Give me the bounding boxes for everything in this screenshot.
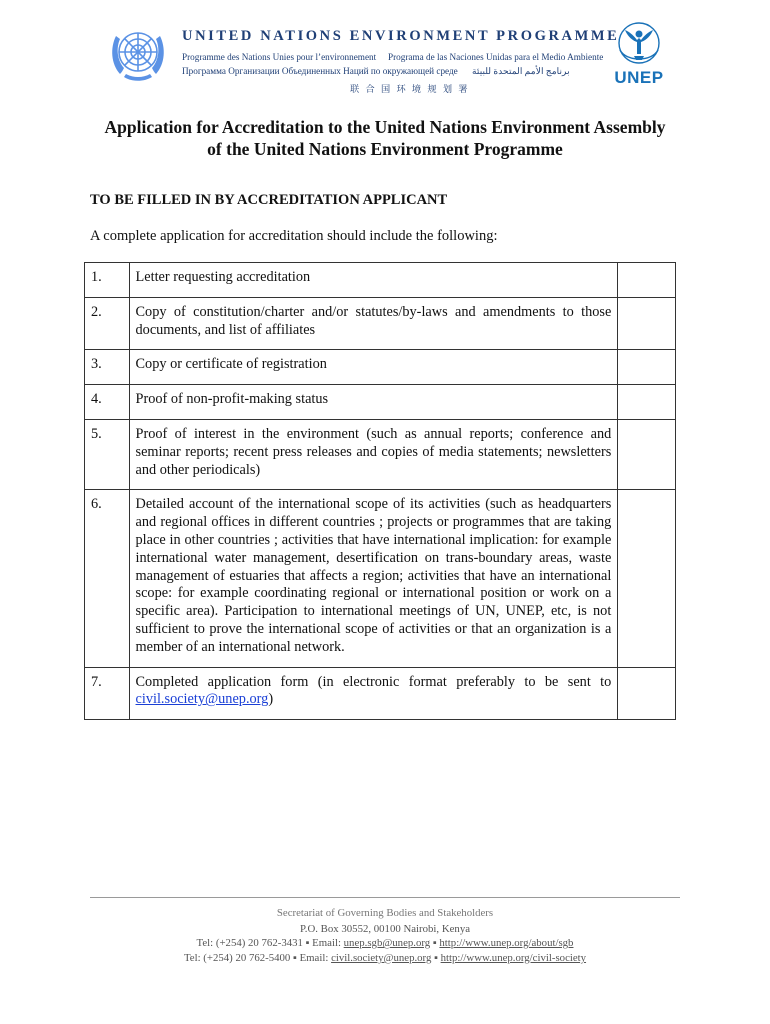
footer-civil-society-url-link[interactable]: http://www.unep.org/civil-society [440,951,587,964]
checklist-row [85,419,676,489]
item-description: Copy of constitution/charter and/or statutes/by-laws and amendments to those documents, and list of affiliates [129,297,618,350]
item-description: Proof of non-profit-making status [129,385,618,420]
letterhead [0,0,770,100]
item-description [129,667,618,720]
item-checkbox-cell[interactable] [618,419,676,489]
item-number: 7. [85,667,130,720]
item-number: 1. [85,263,130,298]
item-checkbox-cell[interactable] [618,350,676,385]
unep-logo-icon [606,20,672,94]
item-checkbox-cell[interactable] [618,667,676,720]
checklist-row [85,667,676,720]
footer-civil-society-email-link[interactable]: civil.society@unep.org [331,951,432,964]
document-title [60,116,710,160]
item-number: 5. [85,419,130,489]
section-heading: TO BE FILLED IN BY ACCREDITATION APPLICANT [90,192,448,208]
item-description: Letter requesting accreditation [129,263,618,298]
footer-office: Secretariat of Governing Bodies and Stakeholders [276,907,494,919]
item-checkbox-cell[interactable] [618,385,676,420]
intro-text: A complete application for accreditation should include the following: [90,228,498,244]
footer [90,906,680,965]
footer-tel: Tel: (+254) 20 762-5400 [183,951,291,964]
item-number: 2. [85,297,130,350]
item-number: 4. [85,385,130,420]
document-title-line-1: Application for Accreditation to the United Nations Environment Assembly [104,117,666,137]
item-description: Detailed account of the international scope of its activities (such as headquarters and regional offices in different countries ; projects or programmes that are taking place in other countries ; activities that have international implication: for example international water management, desertification on trans-boundary areas, waste management of estuaries that affects a region; activities that have an international scope: for example coordinating regional or international position or work on a specific area). Participation to international meetings of UN, UNEP, etc, is not sufficient to prove the international scope of activities or that an organization is a member of an international network. [129,490,618,667]
document-title-line-2: of the United Nations Environment Programme [207,139,563,159]
item-checkbox-cell[interactable] [618,263,676,298]
footer-email-label: Email: [312,937,341,950]
item-checkbox-cell[interactable] [618,297,676,350]
item-description-text: ) [268,691,274,708]
checklist-row [85,350,676,385]
org-name-spanish: Programa de las Naciones Unidas para el Medio Ambiente [388,52,604,62]
item-description: Proof of interest in the environment (such as annual reports; conference and seminar reports; recent press releases and copies of media statements; newsletters and other periodicals) [129,419,618,489]
checklist-row [85,297,676,350]
checklist-row [85,490,676,667]
footer-contact-line-1 [90,936,680,951]
org-name-russian: Программа Организации Объединенных Наций по окружающей среде [182,66,458,76]
footer-divider [90,897,680,898]
footer-separator: ▪ [293,951,297,964]
checklist-row [85,263,676,298]
un-emblem-icon [106,22,170,86]
footer-contact-line-2 [90,951,680,966]
item-checkbox-cell[interactable] [618,490,676,667]
org-name: UNITED NATIONS ENVIRONMENT PROGRAMME [182,28,620,44]
civil-society-email-link[interactable]: civil.society@unep.org [135,691,269,708]
item-number: 3. [85,350,130,385]
org-name-arabic: برنامج الأمم المتحدة للبيئة [472,66,570,76]
org-name-french: Programme des Nations Unies pour l’environnement [182,52,377,62]
org-name-chinese: 联 合 国 环 境 规 划 署 [350,84,470,94]
unep-wordmark: UNEP [614,68,664,87]
footer-sgb-email-link[interactable]: unep.sgb@unep.org [343,937,431,950]
item-description-text: Completed application form (in electronic format preferably to be sent to [135,673,612,690]
footer-email-label: Email: [299,951,329,964]
footer-tel: Tel: (+254) 20 762-3431 [196,937,303,950]
footer-separator: ▪ [434,951,438,964]
item-description: Copy or certificate of registration [129,350,618,385]
footer-sgb-url-link[interactable]: http://www.unep.org/about/sgb [439,937,574,950]
footer-address: P.O. Box 30552, 00100 Nairobi, Kenya [299,922,471,935]
requirements-checklist [84,262,676,720]
checklist-row [85,385,676,420]
item-number: 6. [85,490,130,667]
footer-separator: ▪ [432,937,437,950]
footer-separator: ▪ [305,937,310,950]
